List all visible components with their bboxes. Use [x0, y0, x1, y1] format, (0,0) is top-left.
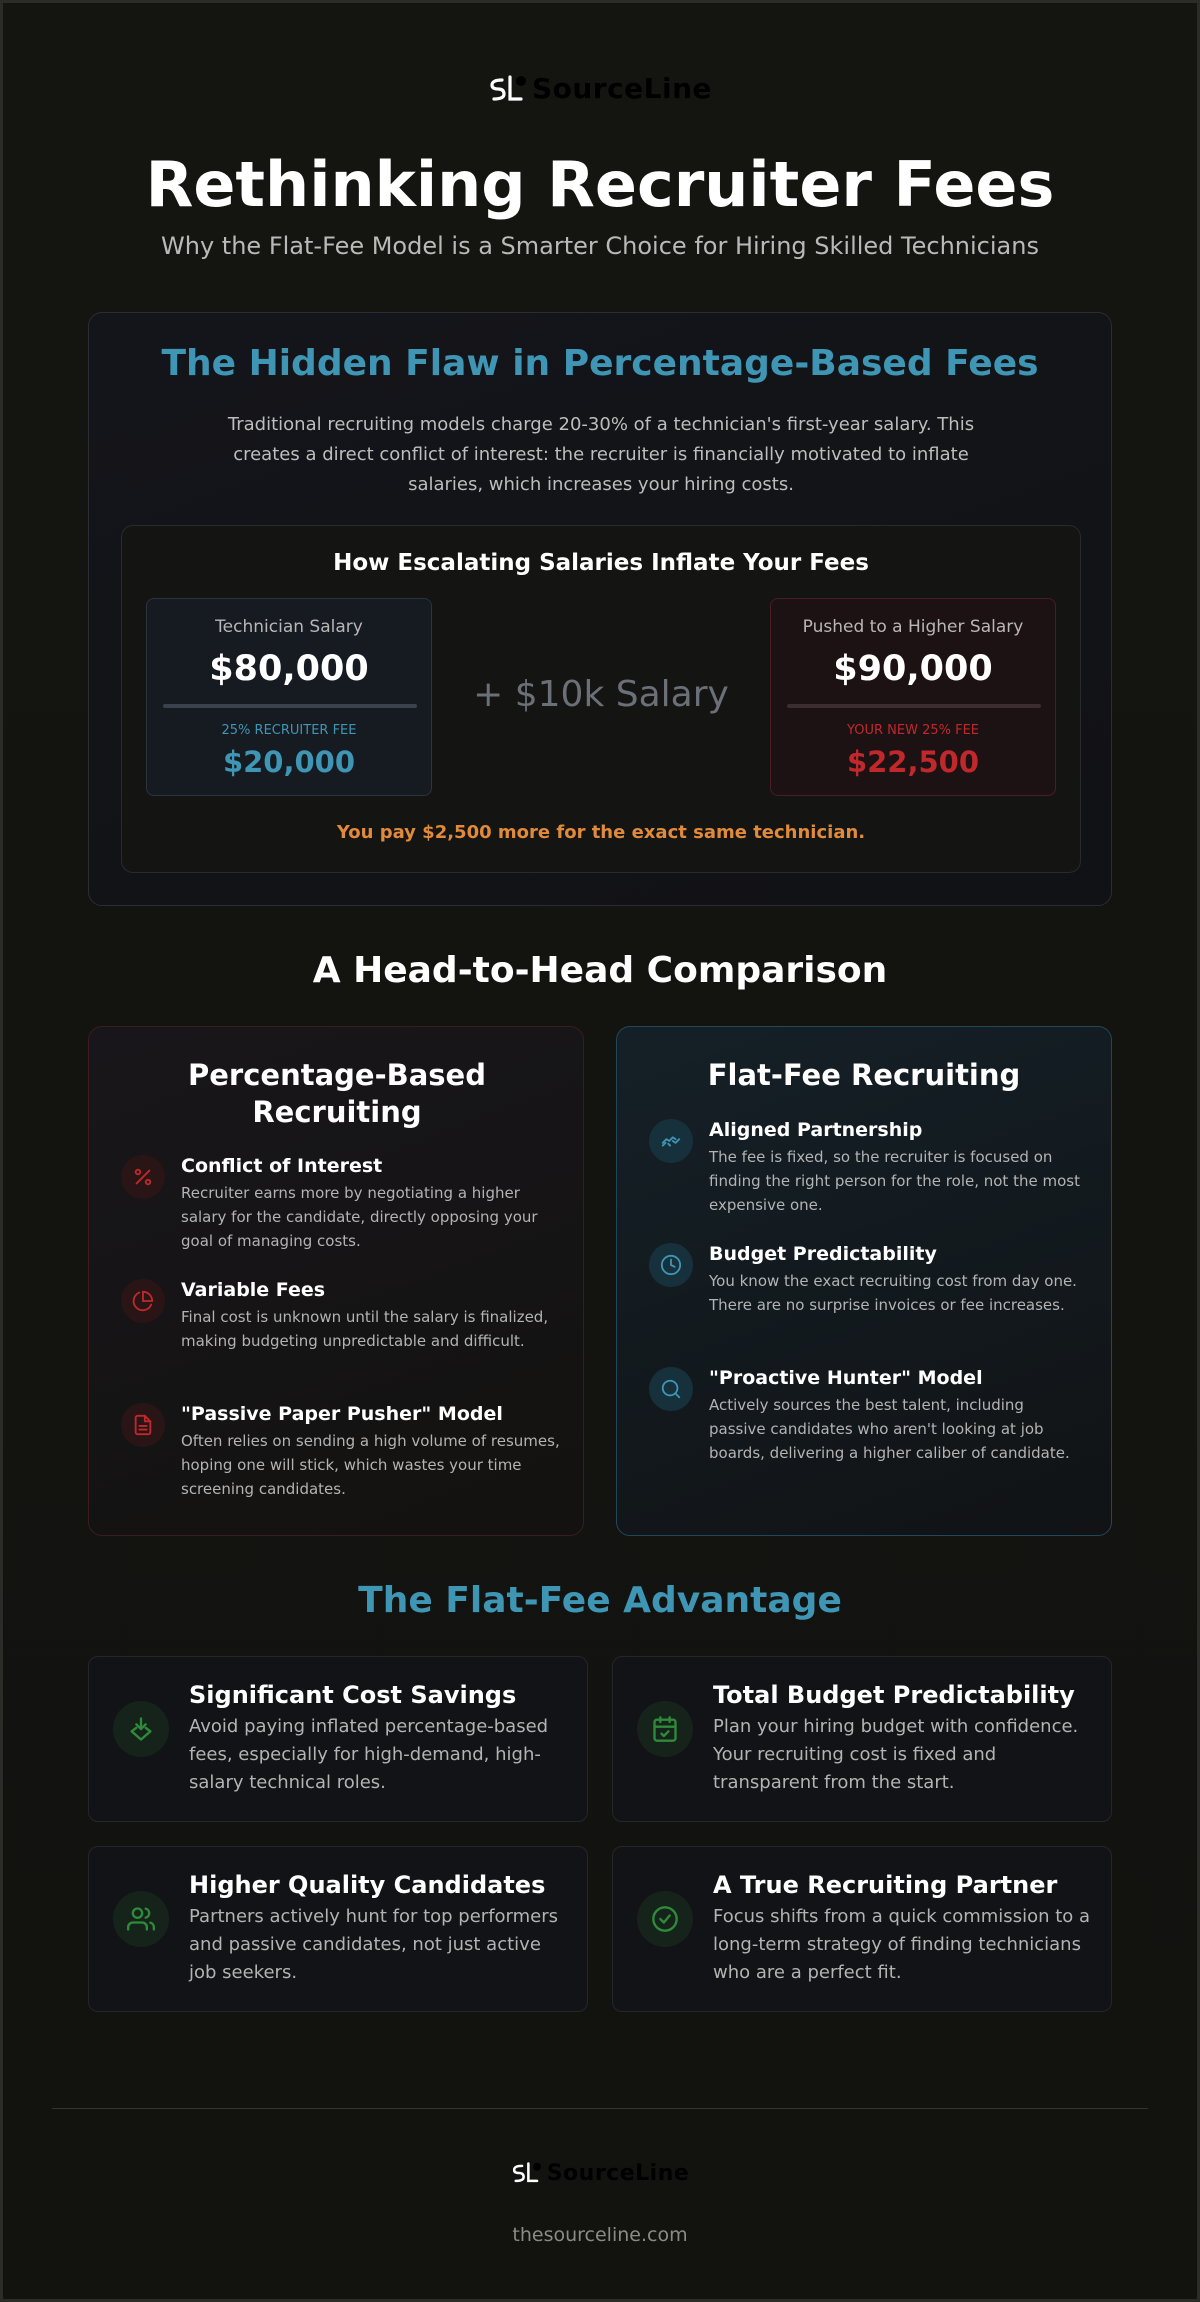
- item-body: Actively sources the best talent, including passive candidates who aren't looking at job boards, delivering a higher caliber of candidate.: [709, 1396, 1070, 1462]
- page-subtitle: Why the Flat-Fee Model is a Smarter Choice for Hiring Skilled Technicians: [161, 232, 1039, 260]
- flat-fee-card: [616, 1026, 1112, 1536]
- document-icon: [121, 1403, 165, 1447]
- item-body: Final cost is unknown until the salary is finalized, making budgeting unpredictable and difficult.: [181, 1308, 549, 1350]
- inflated-salary-box: [770, 598, 1056, 796]
- advantage-card-cost-savings: [88, 1656, 588, 1822]
- advantage-title: Total Budget Predictability: [713, 1681, 1075, 1709]
- item-title: "Proactive Hunter" Model: [709, 1367, 983, 1389]
- logo-text: SourceLine: [546, 2160, 690, 2186]
- list-item: [121, 1403, 561, 1503]
- advantage-body: Avoid paying inflated percentage-based fees, especially for high-demand, high-salary technical roles.: [189, 1716, 549, 1793]
- list-item: [121, 1155, 561, 1255]
- users-icon: [113, 1891, 169, 1947]
- advantage-card-quality: [88, 1846, 588, 2012]
- advantage-heading: The Flat-Fee Advantage: [358, 1580, 842, 1621]
- item-title: Aligned Partnership: [709, 1119, 923, 1141]
- salary-example-card: [121, 525, 1081, 873]
- flat-fee-title: Flat-Fee Recruiting: [707, 1058, 1021, 1092]
- comparison-heading: A Head-to-Head Comparison: [312, 950, 888, 991]
- salary-example-title: How Escalating Salaries Inflate Your Fees: [333, 550, 869, 576]
- logo-mark: [511, 2160, 541, 2186]
- advantage-title: Higher Quality Candidates: [189, 1871, 546, 1899]
- list-item: [121, 1279, 561, 1379]
- hidden-flaw-body: Traditional recruiting models charge 20-30% of a technician's first-year salary. This creates a direct conflict of interest: the recruiter is financially motivated to inflate salaries, which increases your hiring costs.: [227, 414, 975, 495]
- original-salary-label: Technician Salary: [215, 617, 363, 637]
- hidden-flaw-title: The Hidden Flaw in Percentage-Based Fees: [161, 343, 1039, 384]
- original-salary-box: [146, 598, 432, 796]
- header-logo[interactable]: [0, 72, 1200, 105]
- item-body: The fee is fixed, so the recruiter is focused on finding the right person for the role, not the most expensive one.: [709, 1148, 1080, 1214]
- advantage-card-budget: [612, 1656, 1112, 1822]
- advantage-body: Partners actively hunt for top performers and passive candidates, not just active job seekers.: [189, 1906, 559, 1983]
- advantage-title: A True Recruiting Partner: [713, 1871, 1058, 1899]
- item-body: You know the exact recruiting cost from day one. There are no surprise invoices or fee increases.: [709, 1272, 1077, 1314]
- item-title: "Passive Paper Pusher" Model: [181, 1403, 503, 1425]
- handshake-icon: [649, 1119, 693, 1163]
- page-title: Rethinking Recruiter Fees: [145, 148, 1055, 221]
- inflated-fee-label: YOUR NEW 25% FEE: [847, 723, 979, 738]
- advantage-body: Focus shifts from a quick commission to a long-term strategy of finding technicians who are a perfect fit.: [713, 1906, 1091, 1983]
- percentage-based-card: [88, 1026, 584, 1536]
- item-title: Conflict of Interest: [181, 1155, 383, 1177]
- search-icon: [649, 1367, 693, 1411]
- calendar-check-icon: [637, 1701, 693, 1757]
- footer-logo[interactable]: [0, 2160, 1200, 2186]
- logo-mark: [488, 73, 526, 105]
- check-circle-icon: [637, 1891, 693, 1947]
- percentage-based-title: Percentage-Based Recruiting: [188, 1058, 486, 1129]
- extra-cost-note: You pay $2,500 more for the exact same technician.: [336, 822, 866, 843]
- list-item: [649, 1243, 1089, 1343]
- divider-line: [163, 704, 417, 708]
- item-title: Budget Predictability: [709, 1243, 937, 1265]
- inflated-fee-amount: $22,500: [846, 745, 980, 779]
- percent-icon: [121, 1155, 165, 1199]
- advantage-card-partner: [612, 1846, 1112, 2012]
- piggy-bank-icon: [113, 1701, 169, 1757]
- original-salary-amount: $80,000: [209, 649, 369, 689]
- list-item: [649, 1119, 1089, 1219]
- list-item: [649, 1367, 1089, 1491]
- logo-text: SourceLine: [531, 72, 713, 105]
- inflated-salary-label: Pushed to a Higher Salary: [802, 617, 1024, 637]
- item-body: Often relies on sending a high volume of resumes, hoping one will stick, which wastes your time screening candidates.: [181, 1432, 560, 1498]
- divider-line: [787, 704, 1041, 708]
- inflated-salary-amount: $90,000: [833, 649, 993, 689]
- original-fee-label: 25% RECRUITER FEE: [221, 723, 357, 738]
- advantage-title: Significant Cost Savings: [189, 1681, 517, 1709]
- pie-chart-icon: [121, 1279, 165, 1323]
- hidden-flaw-card: [88, 312, 1112, 906]
- footer-divider: [52, 2108, 1148, 2109]
- advantage-body: Plan your hiring budget with confidence. Your recruiting cost is fixed and transparent from the start.: [713, 1716, 1079, 1793]
- original-fee-amount: $20,000: [222, 745, 356, 779]
- item-title: Variable Fees: [181, 1279, 326, 1301]
- clock-icon: [649, 1243, 693, 1287]
- footer-website-link[interactable]: thesourceline.com: [512, 2224, 688, 2246]
- item-body: Recruiter earns more by negotiating a higher salary for the candidate, directly opposing your goal of managing costs.: [181, 1184, 538, 1250]
- salary-increase-label: + $10k Salary: [473, 674, 729, 715]
